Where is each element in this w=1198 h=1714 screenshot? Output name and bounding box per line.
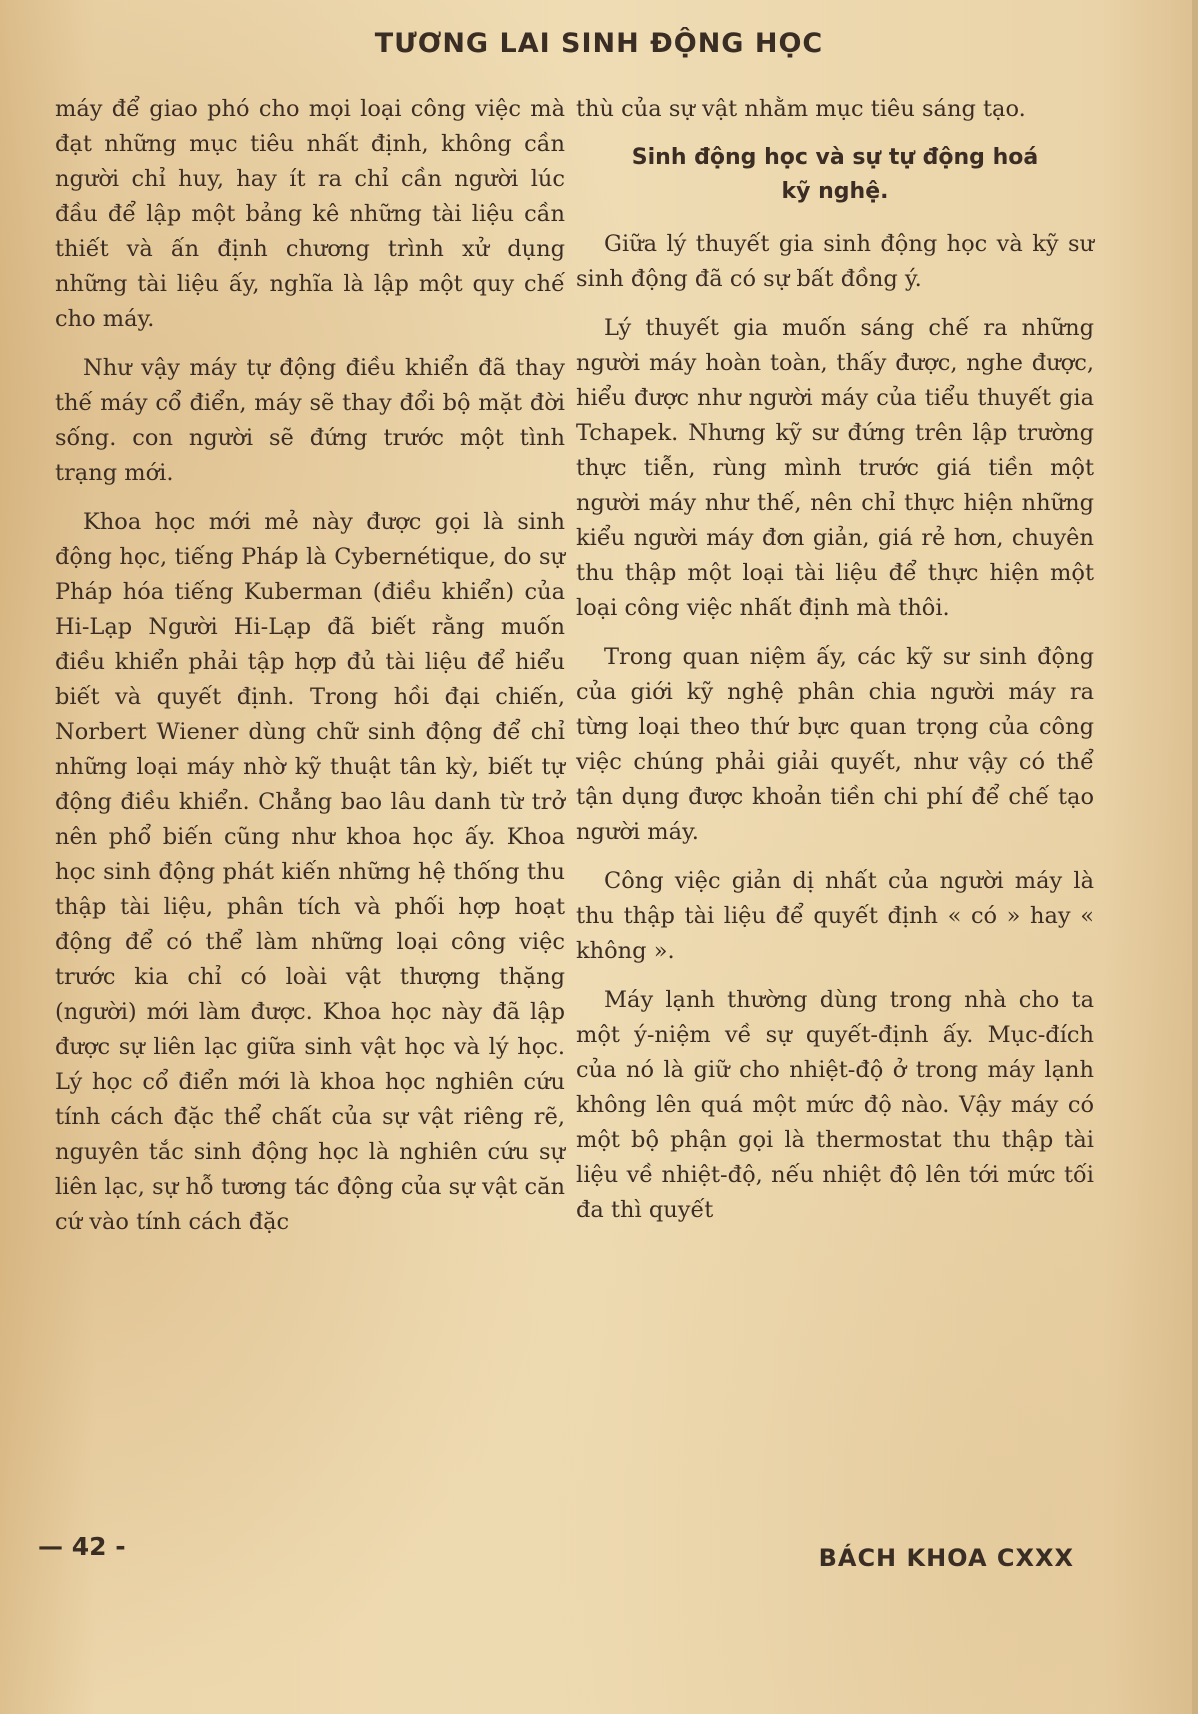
page-edge <box>1192 0 1198 1714</box>
page-number: — 42 - <box>38 1532 126 1561</box>
paragraph: thù của sự vật nhằm mục tiêu sáng tạo. <box>576 96 1026 122</box>
paragraph: Trong quan niệm ấy, các kỹ sư sinh động của giới kỹ nghệ phân chia người máy ra từng loại theo thứ bực quan trọng của công việc chúng phải giải quyết, như vậy có thể tận dụng được khoản tiền chi phí để chế tạo người máy. <box>576 644 1094 845</box>
running-title: TƯƠNG LAI SINH ĐỘNG HỌC <box>374 28 824 59</box>
paragraph: Lý thuyết gia muốn sáng chế ra những người máy hoàn toàn, thấy được, nghe được, hiểu được như người máy của tiểu thuyết gia Tchapek. Nhưng kỹ sư đứng trên lập trường thực tiễn, rùng mình trước giá tiền một người máy như thế, nên chỉ thực hiện những kiểu người máy đơn giản, giá rẻ hơn, chuyên thu thập một loại tài liệu để thực hiện một loại công việc nhất định mà thôi. <box>576 315 1094 621</box>
paragraph: Máy lạnh thường dùng trong nhà cho ta một ý-niệm về sự quyết-định ấy. Mục-đích của nó là giữ cho nhiệt-độ ở trong máy lạnh không lên quá một mức độ nào. Vậy máy có một bộ phận gọi là thermostat thu thập tài liệu về nhiệt-độ, nếu nhiệt độ lên tới mức tối đa thì quyết <box>576 987 1094 1223</box>
paragraph: Khoa học mới mẻ này được gọi là sinh động học, tiếng Pháp là Cybernétique, do sự Pháp hóa tiếng Kuberman (điều khiển) của Hi-Lạp Người Hi-Lạp đã biết rằng muốn điều khiển phải tập hợp đủ tài liệu để hiểu biết và quyết định. Trong hồi đại chiến, Norbert Wiener dùng chữ sinh động để chỉ những loại máy nhờ kỹ thuật tân kỳ, biết tự động điều khiển. Chẳng bao lâu danh từ trở nên phổ biến cũng như khoa học ấy. Khoa học sinh động phát kiến những hệ thống thu thập tài liệu, phân tích và phối hợp hoạt động để có thể làm những loại công việc trước kia chỉ có loài vật thượng thặng (người) mới làm được. Khoa học này đã lập được sự liên lạc giữa sinh vật học và lý học. Lý học cổ điển mới là khoa học nghiên cứu tính cách đặc thể chất của sự vật riêng rẽ, nguyên tắc sinh động học là nghiên cứu sự liên lạc, sự hỗ tương tác động của sự vật căn cứ vào tính cách đặc <box>55 509 565 1235</box>
paragraph: Giữa lý thuyết gia sinh động học và kỹ sư sinh động đã có sự bất đồng ý. <box>576 231 1094 292</box>
paragraph: Công việc giản dị nhất của người máy là thu thập tài liệu để quyết định « có » hay « không ». <box>576 868 1094 964</box>
section-heading: Sinh động học và sự tự động hoá kỹ nghệ. <box>631 145 1039 204</box>
right-column <box>576 92 1094 1242</box>
paragraph: máy để giao phó cho mọi loại công việc mà đạt những mục tiêu nhất định, không cần người chỉ huy, hay ít ra chỉ cần người lúc đầu để lập một bảng kê những tài liệu cần thiết và ấn định chương trình xử dụng những tài liệu ấy, nghĩa là lập một quy chế cho máy. <box>55 96 565 332</box>
left-column <box>55 92 565 1254</box>
journal-footer: BÁCH KHOA CXXX <box>818 1544 1074 1572</box>
paragraph: Như vậy máy tự động điều khiển đã thay thế máy cổ điển, máy sẽ thay đổi bộ mặt đời sống. con người sẽ đứng trước một tình trạng mới. <box>55 355 565 486</box>
